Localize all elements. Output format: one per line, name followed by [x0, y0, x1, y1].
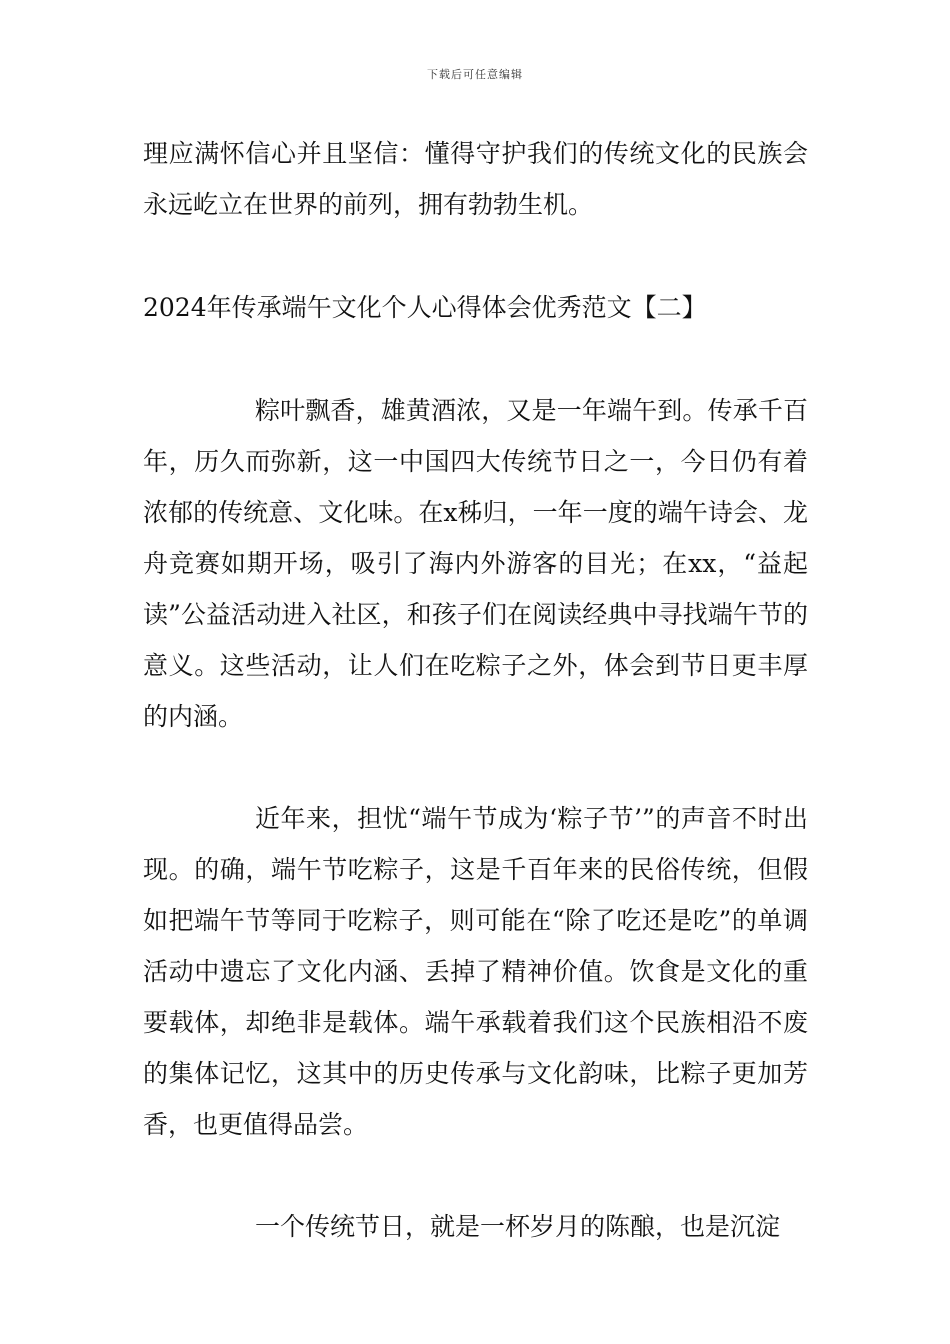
paragraph-3: 一个传统节日，就是一杯岁月的陈酿，也是沉淀: [255, 1212, 781, 1241]
paragraph-1: 粽叶飘香，雄黄酒浓，又是一年端午到。传承千百年，历久而弥新，这一中国四大传统节日之一，今日仍有着浓郁的传统意、文化味。在x秭归，一年一度的端午诗会、龙舟竞赛如期开场，吸引了海内外游客的目光；在xx，“益起读”公益活动进入社区，和孩子们在阅读经典中寻找端午节的意义。这些活动，让人们在吃粽子之外，体会到节日更丰厚的内涵。: [143, 396, 808, 731]
section-title: 2024年传承端午文化个人心得体会优秀范文【二】: [143, 293, 707, 322]
paragraph-gap: [143, 1150, 808, 1201]
paragraph-gap: [143, 742, 808, 793]
header-note: 下载后可任意编辑: [427, 68, 523, 81]
paragraph-gap: [143, 230, 808, 282]
paragraph-continued: 理应满怀信心并且坚信：懂得守护我们的传统文化的民族会永远屹立在世界的前列，拥有勃勃生机。: [143, 139, 808, 219]
document-body: [143, 128, 808, 1252]
paragraph-2: 近年来，担忧“端午节成为‘粽子节’”的声音不时出现。的确，端午节吃粽子，这是千百年来的民俗传统，但假如把端午节等同于吃粽子，则可能在“除了吃还是吃”的单调活动中遗忘了文化内涵、丢掉了精神价值。饮食是文化的重要载体，却绝非是载体。端午承载着我们这个民族相沿不废的集体记忆，这其中的历史传承与文化韵味，比粽子更加芳香，也更值得品尝。: [143, 804, 808, 1139]
paragraph-gap: [143, 333, 808, 385]
